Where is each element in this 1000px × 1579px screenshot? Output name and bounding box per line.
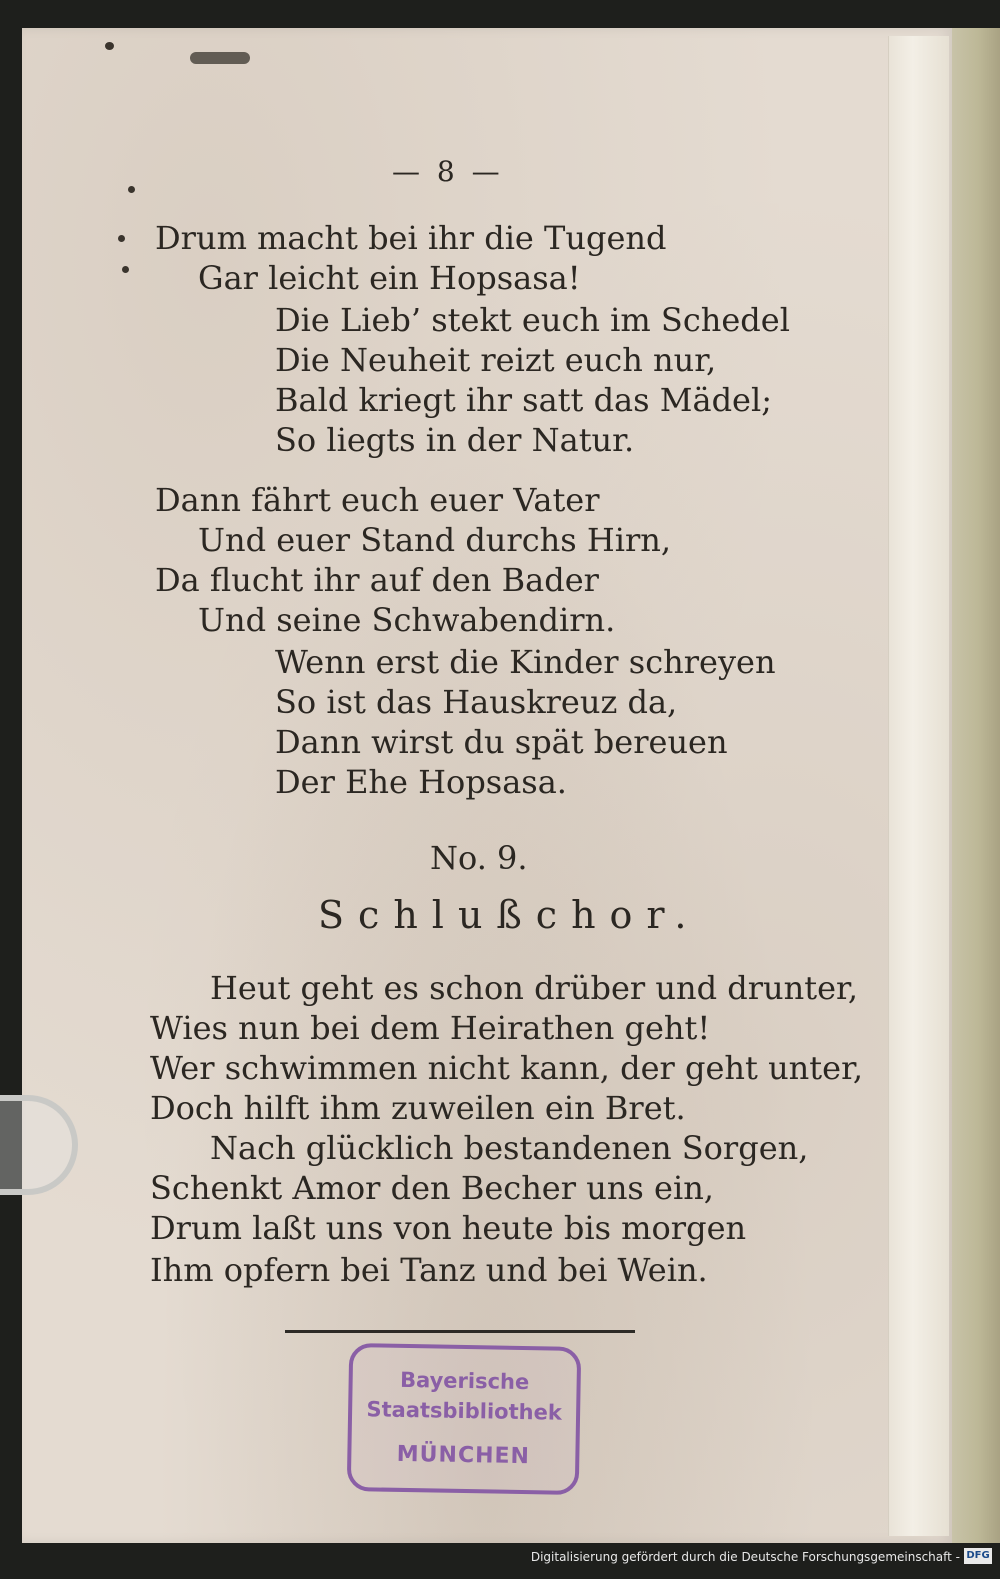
verse-line: Da flucht ihr auf den Bader: [155, 561, 599, 599]
verse-line: So ist das Hauskreuz da,: [275, 683, 678, 721]
digitization-credit: Digitalisierung gefördert durch die Deutsche Forschungsgemeinschaft -: [530, 1550, 960, 1564]
verse-line: Drum laßt uns von heute bis morgen: [150, 1209, 747, 1247]
end-rule: [285, 1330, 635, 1333]
ink-speck: [122, 266, 129, 273]
verse-line: Drum macht bei ihr die Tugend: [155, 219, 667, 257]
verse-line: Wies nun bei dem Heirathen geht!: [150, 1009, 711, 1047]
verse-line: Gar leicht ein Hopsasa!: [198, 259, 581, 297]
verse-line: Ihm opfern bei Tanz und bei Wein.: [150, 1251, 708, 1289]
verse-line: Der Ehe Hopsasa.: [275, 763, 567, 801]
verse-line: Die Lieb’ stekt euch im Schedel: [275, 301, 790, 339]
verse-line: So liegts in der Natur.: [275, 421, 635, 459]
verse-line: Schenkt Amor den Becher uns ein,: [150, 1169, 714, 1207]
page-number: — 8 —: [392, 155, 504, 188]
page-edge: [888, 36, 949, 1536]
ink-speck: [128, 186, 135, 193]
ink-speck: [190, 52, 250, 64]
verse-line: Und seine Schwabendirn.: [198, 601, 616, 639]
verse-line: Wenn erst die Kinder schreyen: [275, 643, 776, 681]
verse-line: Dann wirst du spät bereuen: [275, 723, 728, 761]
stamp-line: Bayerische: [399, 1367, 530, 1395]
verse-line: Die Neuheit reizt euch nur,: [275, 341, 717, 379]
verse-line: Dann fährt euch euer Vater: [155, 481, 600, 519]
ink-speck: [118, 235, 125, 242]
book-cover-edge: [945, 28, 1000, 1543]
song-number: No. 9.: [430, 839, 528, 877]
library-stamp: [347, 1343, 582, 1495]
verse-line: Heut geht es schon drüber und drunter,: [210, 969, 858, 1007]
stamp-line: MÜNCHEN: [396, 1441, 531, 1470]
stamp-line: Staatsbibliothek: [366, 1397, 562, 1425]
verse-line: Wer schwimmen nicht kann, der geht unter,: [150, 1049, 864, 1087]
dfg-logo: DFG: [964, 1548, 992, 1564]
verse-line: Nach glücklich bestandenen Sorgen,: [210, 1129, 809, 1167]
song-title: Schlußchor.: [318, 893, 701, 937]
verse-line: Und euer Stand durchs Hirn,: [198, 521, 672, 559]
verse-line: Doch hilft ihm zuweilen ein Bret.: [150, 1089, 686, 1127]
verse-line: Bald kriegt ihr satt das Mädel;: [275, 381, 772, 419]
ink-speck: [105, 42, 114, 50]
